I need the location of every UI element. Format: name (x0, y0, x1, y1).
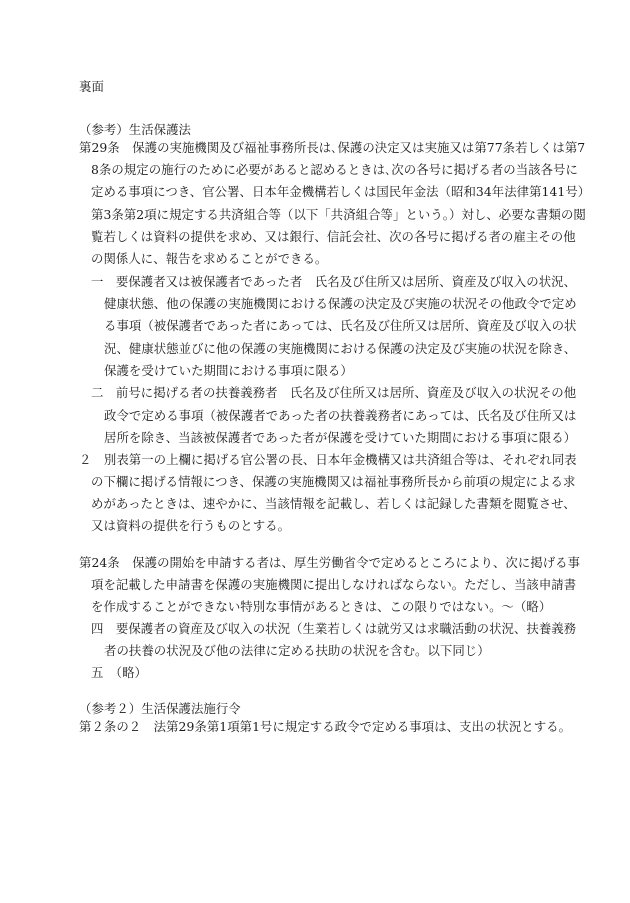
art24-item5: 五 （略） (91, 665, 148, 680)
art29-line-5: 覧若しくは資料の提供を求め、又は銀行、信託会社、次の各号に掲げる者の雇主その他 (91, 229, 576, 244)
item1-line-5: 保護を受けていた期間における事項に限る） (104, 363, 353, 378)
para2-line-2: の下欄に掲げる情報につき、保護の実施機関又は福祉事務所長から前項の規定による求 (91, 474, 576, 489)
art24-item4-line-1: 四 要保護者の資産及び収入の状況（生業若しくは就労又は求職活動の状況、扶養義務 (91, 621, 577, 636)
item2-line-2: 政令で定める事項（被保護者であった者の扶養義務者にあっては、氏名及び住所又は (104, 408, 577, 423)
art24-line-2: 項を記載した申請書を保護の実施機関に提出しなければならない。ただし、当該申請書 (91, 577, 577, 592)
section2-text: 第２条の２ 法第29条第1項第1号に規定する政令で定める事項は、支出の状況とする。 (79, 719, 572, 734)
art29-line-3: 定める事項につき、官公署、日本年金機構若しくは国民年金法（昭和34年法律第141号） (91, 184, 591, 199)
para2-line-4: 又は資料の提供を行うものとする。 (91, 518, 291, 533)
art24-line-1: 第24条 保護の開始を申請する者は、厚生労働省令で定めるところにより、次に掲げる事 (79, 555, 581, 570)
art29-line-1: 第29条 保護の実施機関及び福祉事務所長は､保護の決定又は実施又は第77条若しくは第7 (79, 140, 586, 155)
item1-line-2: 健康状態、他の保護の実施機関における保護の決定及び実施の状況その他政令で定め (104, 296, 577, 311)
item1-line-3: る事項（被保護者であった者にあっては、氏名及び住所又は居所、資産及び収入の状 (104, 318, 577, 333)
art29-line-6: の関係人に、報告を求めることができる。 (91, 251, 328, 266)
para2-line-1: ２ 別表第一の上欄に掲げる官公署の長、日本年金機構又は共済組合等は、それぞれ同表 (79, 452, 577, 467)
item1-line-1: 一 要保護者又は被保護者であった者 氏名及び住所又は居所、資産及び収入の状況、 (91, 274, 577, 289)
page-label: 裏面 (79, 79, 104, 94)
section1-heading: （参考）生活保護法 (79, 122, 191, 137)
art29-line-2: 8条の規定の施行のために必要があると認めるときは､次の各号に掲げる者の当該各号に (91, 162, 578, 177)
item2-line-3: 居所を除き、当該被保護者であった者が保護を受けていた期間における事項に限る） (104, 430, 577, 445)
item2-line-1: 二 前号に掲げる者の扶養義務者 氏名及び住所又は居所、資産及び収入の状況その他 (91, 385, 577, 400)
section2-heading: （参考２）生活保護法施行令 (79, 701, 241, 716)
art24-line-3: を作成することができない特別な事情があるときは、この限りではない。～（略） (91, 599, 552, 614)
para2-line-3: めがあったときは、速やかに、当該情報を記載し、若しくは記録した書類を閲覧させ、 (91, 496, 576, 511)
art29-line-4: 第3条第2項に規定する共済組合等（以下「共済組合等」という。）対し、必要な書類の閲 (91, 207, 586, 222)
art24-item4-line-2: 者の扶養の状況及び他の法律に定める扶助の状況を含む。以下同じ） (104, 643, 490, 658)
item1-line-4: 況、健康状態並びに他の保護の実施機関における保護の決定及び実施の状況を除き、 (104, 341, 577, 356)
